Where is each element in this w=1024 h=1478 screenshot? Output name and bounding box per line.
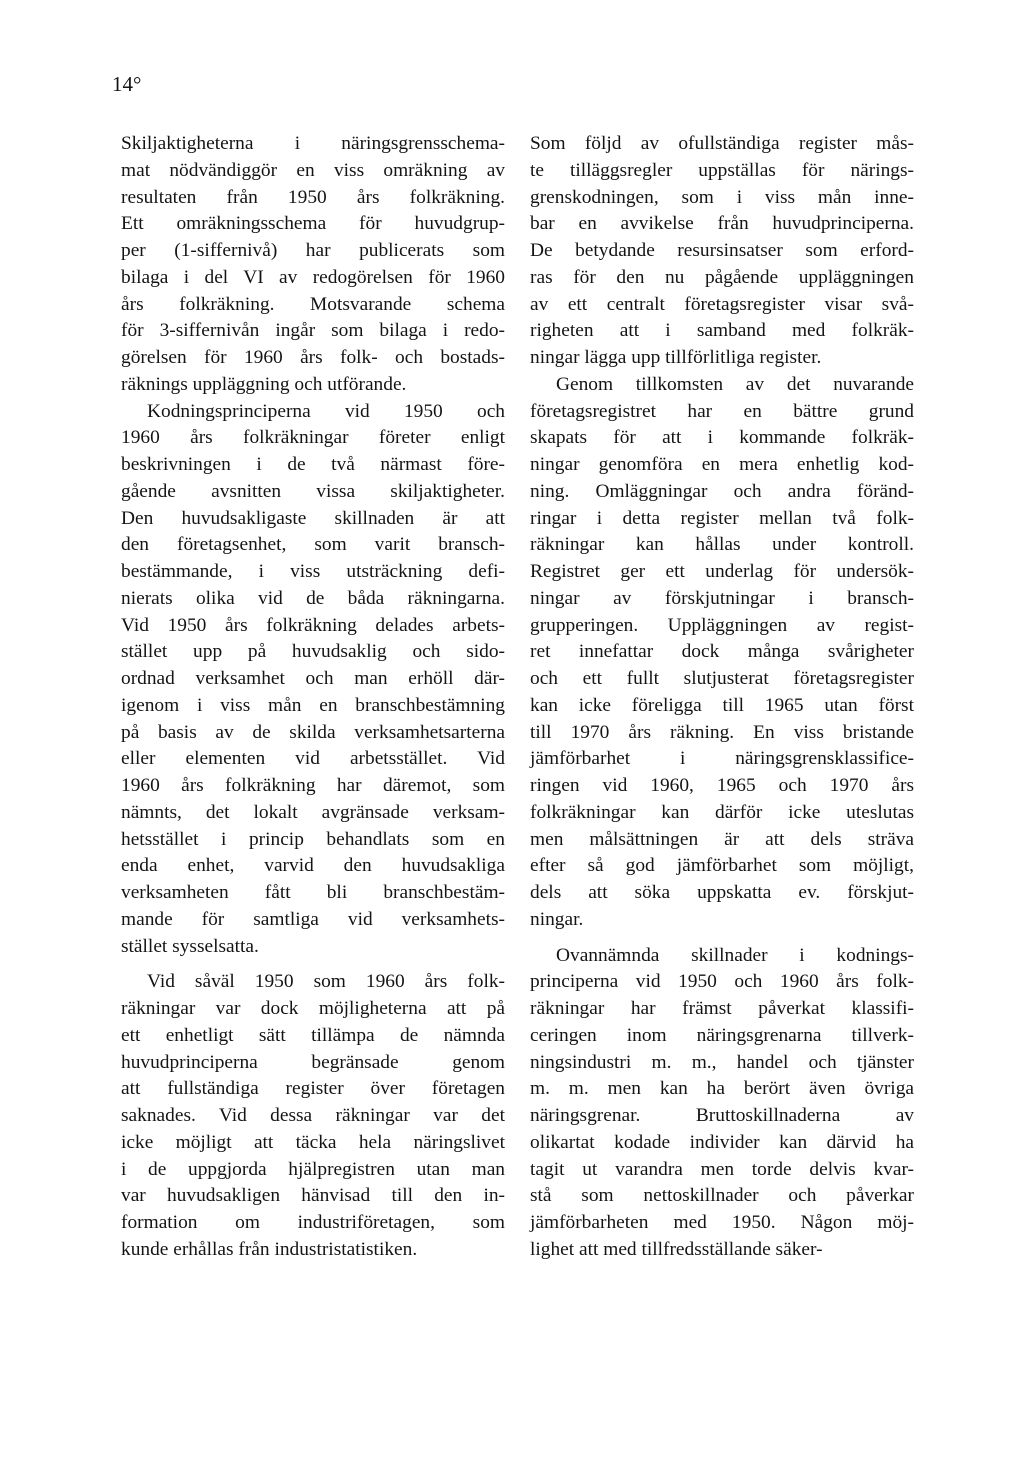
text-line: för 3-siffernivån ingår som bilaga i redo- xyxy=(121,320,505,342)
text-line: Vid 1950 års folkräkning delades arbets- xyxy=(121,614,505,636)
paragraph-gap xyxy=(530,934,914,943)
text-line: ningar. xyxy=(530,908,584,930)
text-line: näringsgrenar. Bruttoskillnaderna av xyxy=(530,1105,914,1126)
paragraph-gap xyxy=(121,960,505,969)
text-line: nierats olika vid de båda räkningarna. xyxy=(121,587,505,609)
text-line: ningsindustri m. m., handel och tjänster xyxy=(530,1051,914,1073)
text-line: stället upp på huvudsaklig och sido- xyxy=(121,641,505,663)
text-line: kan icke föreligga till 1965 utan först xyxy=(530,694,914,716)
text-line: righeten att i samband med folkräk- xyxy=(530,320,914,342)
text-line: räkningar har främst påverkat klassifi- xyxy=(530,998,914,1019)
text-line: års folkräkning. Motsvarande schema xyxy=(121,293,505,315)
text-line: te tilläggsregler uppställas för närings- xyxy=(530,159,914,181)
text-line: på basis av de skilda verksamhetsarterna xyxy=(121,721,505,743)
text-line: att fullständiga register över företagen xyxy=(121,1078,505,1100)
text-line: skapats för att i kommande folkräk- xyxy=(530,427,914,449)
text-line: jämförbarhet i näringsgrensklassifice- xyxy=(530,748,914,770)
text-line: eller elementen vid arbetsstället. Vid xyxy=(121,748,505,770)
text-line: ning. Omläggningar och andra föränd- xyxy=(530,480,914,502)
text-line: ett enhetligt sätt tillämpa de nämnda xyxy=(121,1024,505,1046)
text-line: per (1-siffernivå) har publicerats som xyxy=(121,240,505,261)
text-line: 1960 års folkräkningar företer enligt xyxy=(121,427,505,449)
text-line: av ett centralt företagsregister visar svå- xyxy=(530,293,914,315)
text-line: räkningar kan hållas under kontroll. xyxy=(530,534,914,556)
text-line: icke möjligt att täcka hela näringslivet xyxy=(121,1131,505,1153)
text-line: principerna vid 1950 och 1960 års folk- xyxy=(530,971,914,993)
text-line: nämnts, det lokalt avgränsade verksam- xyxy=(121,801,505,823)
text-line: gående avsnitten vissa skiljaktigheter. xyxy=(121,480,505,502)
text-line: kunde erhållas från industristatistiken. xyxy=(121,1238,418,1260)
text-line: var huvudsakligen hänvisad till den in- xyxy=(121,1185,505,1207)
text-line: De betydande resursinsatser som erford- xyxy=(530,240,914,261)
text-line: folkräkningar kan därför icke uteslutas xyxy=(530,801,914,823)
text-line: Skiljaktigheterna i näringsgrensschema- xyxy=(121,133,505,154)
text-line: och ett fullt slutjusterat företagsregister xyxy=(530,668,914,689)
text-line: Vid såväl 1950 som 1960 års folk- xyxy=(147,971,505,993)
text-line: 1960 års folkräkning har däremot, som xyxy=(121,775,505,796)
text-line: jämförbarheten med 1950. Någon möj- xyxy=(530,1212,914,1233)
text-line: resultaten från 1950 års folkräkning. xyxy=(121,186,505,208)
text-line: ringar i detta register mellan två folk- xyxy=(530,507,914,529)
text-line: ningar av förskjutningar i bransch- xyxy=(530,587,914,609)
text-line: huvudprinciperna begränsade genom xyxy=(121,1051,505,1073)
text-line: bar en avvikelse från huvudprinciperna. xyxy=(530,213,914,235)
text-line: Kodningsprinciperna vid 1950 och xyxy=(147,400,505,422)
text-line: stället sysselsatta. xyxy=(121,935,259,957)
text-line: ret innefattar dock många svårigheter xyxy=(530,641,914,663)
text-line: ceringen inom näringsgrenarna tillverk- xyxy=(530,1024,914,1046)
text-line: grenskodningen, som i viss mån inne- xyxy=(530,186,914,208)
text-line: efter så god jämförbarhet som möjligt, xyxy=(530,855,914,877)
text-line: ningar lägga upp tillförlitliga register. xyxy=(530,347,822,368)
right-column xyxy=(530,131,914,1264)
text-line: ringen vid 1960, 1965 och 1970 års xyxy=(530,775,914,796)
left-column xyxy=(121,131,505,1264)
text-line: mat nödvändiggör en viss omräkning av xyxy=(121,159,505,181)
text-line: Som följd av ofullständiga register mås- xyxy=(530,133,914,154)
text-line: Den huvudsakligaste skillnaden är att xyxy=(121,507,505,529)
text-line: ordnad verksamhet och man erhöll där- xyxy=(121,668,505,689)
text-line: enda enhet, varvid den huvudsakliga xyxy=(121,855,505,877)
text-line: dels att söka uppskatta ev. förskjut- xyxy=(530,882,914,903)
text-line: till 1970 års räkning. En viss bristande xyxy=(530,721,914,743)
page-number: 14° xyxy=(112,72,142,96)
text-line: ras för den nu pågående uppläggningen xyxy=(530,266,914,288)
text-line: tagit ut varandra men torde delvis kvar- xyxy=(530,1158,914,1180)
text-line: Ovannämnda skillnader i kodnings- xyxy=(556,944,914,966)
text-line: beskrivningen i de två närmast före- xyxy=(121,454,505,475)
text-line: ningar genomföra en mera enhetlig kod- xyxy=(530,454,914,475)
text-line: bestämmande, i viss utsträckning defi- xyxy=(121,561,505,582)
text-line: hetsstället i princip behandlats som en xyxy=(121,828,505,850)
text-line: m. m. men kan ha berört även övriga xyxy=(530,1078,914,1100)
text-line: men målsättningen är att dels sträva xyxy=(530,828,914,850)
text-line: räkningar var dock möjligheterna att på xyxy=(121,998,505,1019)
text-line: företagsregistret har en bättre grund xyxy=(530,400,914,422)
text-line: Registret ger ett underlag för undersök- xyxy=(530,561,914,582)
text-line: den företagsenhet, som varit bransch- xyxy=(121,534,505,556)
text-line: görelsen för 1960 års folk- och bostads- xyxy=(121,347,505,368)
text-line: grupperingen. Uppläggningen av regist- xyxy=(530,614,914,636)
text-line: mande för samtliga vid verksamhets- xyxy=(121,908,505,930)
text-line: saknades. Vid dessa räkningar var det xyxy=(121,1105,505,1126)
text-line: bilaga i del VI av redogörelsen för 1960 xyxy=(121,266,505,288)
text-line: räknings uppläggning och utförande. xyxy=(121,373,407,395)
text-line: lighet att med tillfredsställande säker- xyxy=(530,1238,823,1260)
text-line: formation om industriföretagen, som xyxy=(121,1212,505,1233)
text-line: Ett omräkningsschema för huvudgrup- xyxy=(121,213,505,235)
text-line: olikartat kodade individer kan därvid ha xyxy=(530,1131,914,1153)
text-line: Genom tillkomsten av det nuvarande xyxy=(556,373,914,395)
text-line: verksamheten fått bli branschbestäm- xyxy=(121,882,505,903)
text-line: i de uppgjorda hjälpregistren utan man xyxy=(121,1158,505,1180)
text-line: stå som nettoskillnader och påverkar xyxy=(530,1185,914,1207)
text-line: igenom i viss mån en branschbestämning xyxy=(121,694,505,716)
